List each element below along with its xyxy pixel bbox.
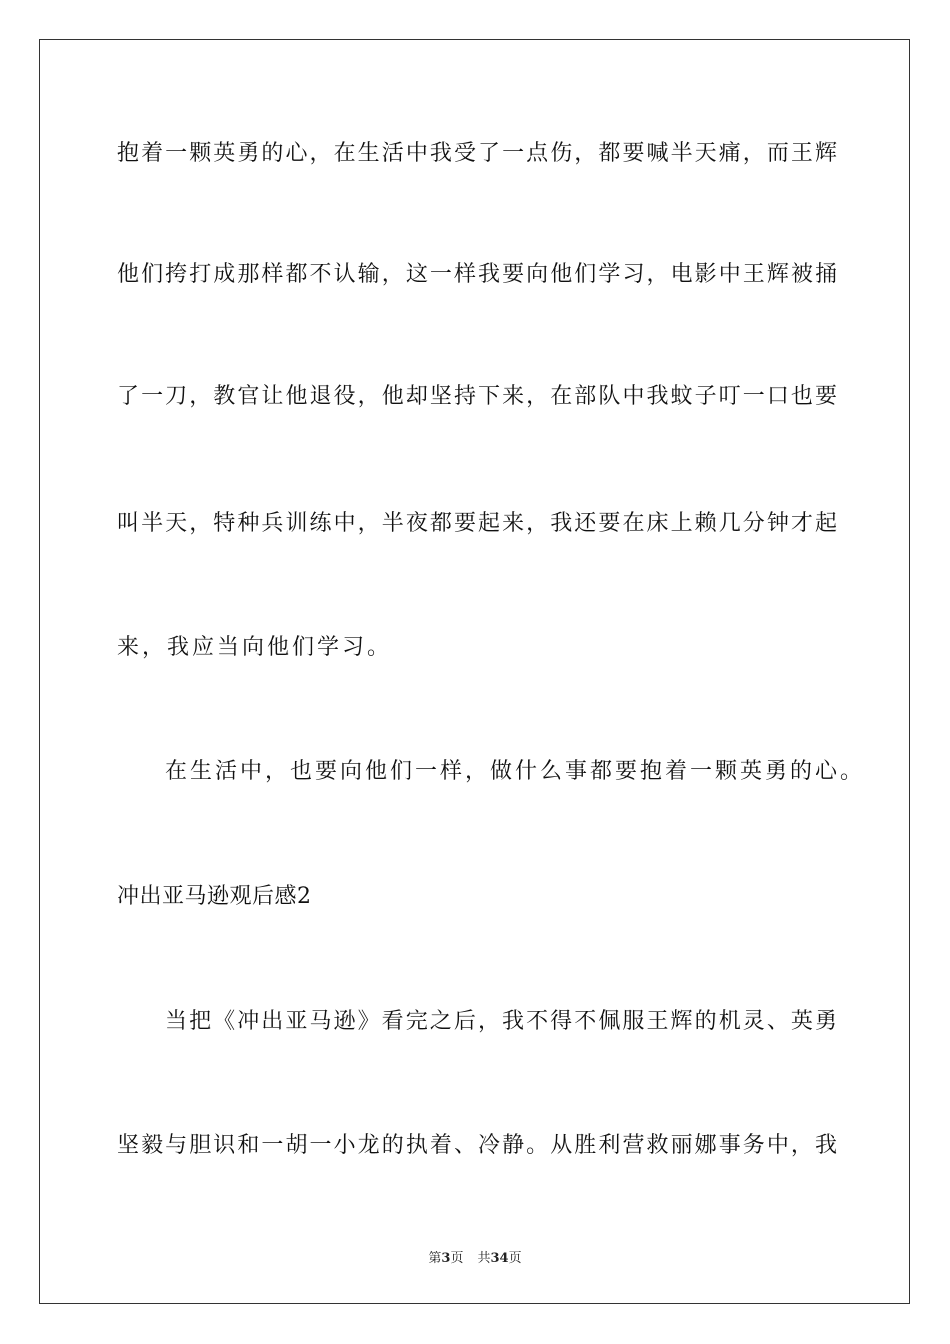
body-text-line: 了一刀，教官让他退役，他却坚持下来，在部队中我蚊子叮一口也要 <box>117 384 837 409</box>
body-text-line: 在生活中，也要向他们一样，做什么事都要抱着一颗英勇的心。 <box>165 759 866 784</box>
footer-current-page: 3 <box>441 1251 451 1266</box>
body-text-line: 叫半天，特种兵训练中，半夜都要起来，我还要在床上赖几分钟才起 <box>117 511 837 536</box>
footer-page-suffix: 页 <box>450 1251 464 1266</box>
footer-total-prefix: 共 <box>477 1251 491 1266</box>
body-text-line: 当把《冲出亚马逊》看完之后，我不得不佩服王辉的机灵、英勇 <box>165 1009 837 1034</box>
page-border <box>39 39 910 1304</box>
footer-page-prefix: 第 <box>428 1251 442 1266</box>
body-text-line: 来，我应当向他们学习。 <box>117 635 393 660</box>
body-text-line: 坚毅与胆识和一胡一小龙的执着、冷静。从胜利营救丽娜事务中，我 <box>117 1133 837 1158</box>
footer-total-pages: 34 <box>490 1251 509 1266</box>
footer-total-suffix: 页 <box>508 1251 522 1266</box>
body-text-line: 抱着一颗英勇的心，在生活中我受了一点伤，都要喊半天痛，而王辉 <box>117 141 837 166</box>
section-heading: 冲出亚马逊观后感2 <box>117 884 312 909</box>
body-text-line: 他们挎打成那样都不认输，这一样我要向他们学习，电影中王辉被捅 <box>117 262 837 287</box>
page-footer <box>0 1247 950 1266</box>
